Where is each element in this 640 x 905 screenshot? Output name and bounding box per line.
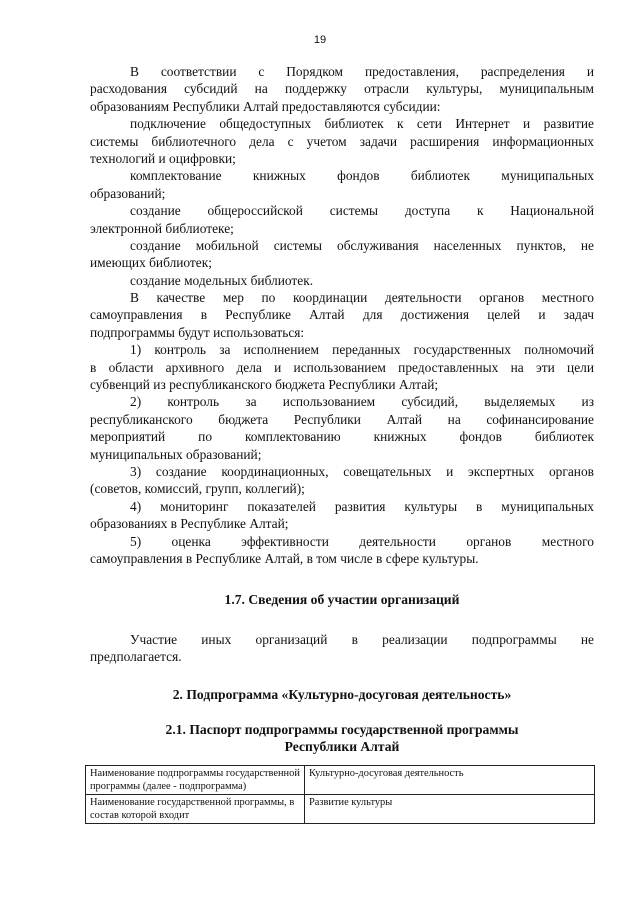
body-text-line: электронной библиотеке; xyxy=(90,220,234,236)
body-text-line: республиканского бюджета Республики Алтай на софинансирование xyxy=(90,411,594,427)
table-row xyxy=(86,766,595,795)
body-text-line: мероприятий по комплектованию книжных фондов библиотек xyxy=(90,429,594,445)
body-text-line: образованиям Республики Алтай предоставляются субсидии: xyxy=(90,98,441,114)
body-text-line: расходования субсидий на поддержку отрасли культуры, муниципальным xyxy=(90,81,594,97)
body-text-line: системы библиотечного дела с учетом задачи расширения информационных xyxy=(90,133,594,149)
body-text-line: имеющих библиотек; xyxy=(90,255,212,271)
body-text-line: самоуправления в Республике Алтай, в том числе в сфере культуры. xyxy=(90,550,479,566)
body-text-line: В соответствии с Порядком предоставления, распределения и xyxy=(130,64,594,79)
body-text-line: самоуправления в Республике Алтай для достижения целей и задач xyxy=(90,307,594,323)
subprogram-passport-table xyxy=(85,765,595,824)
body-text-line: подпрограммы будут использоваться: xyxy=(90,324,305,340)
body-text-line: создание общероссийской системы доступа к Национальной xyxy=(130,203,594,219)
body-text-line: комплектование книжных фондов библиотек муниципальных xyxy=(130,168,594,184)
section-1-7-text-line-1: Участие иных организаций в реализации подпрограммы не xyxy=(130,631,594,647)
table-cell-label: Наименование подпрограммы государственной программы (далее - подпрограмма) xyxy=(86,766,305,795)
section-heading-1-7: 1.7. Сведения об участии организаций xyxy=(224,592,460,608)
table-row xyxy=(86,795,595,824)
body-text-line: создание модельных библиотек. xyxy=(130,272,314,288)
body-text-line: подключение общедоступных библиотек к сети Интернет и развитие xyxy=(130,116,594,132)
section-1-7-text-line-2: предполагается. xyxy=(90,649,182,665)
section-heading-2: 2. Подпрограмма «Культурно-досуговая деятельность» xyxy=(172,686,512,702)
section-heading-2-1-line-1: 2.1. Паспорт подпрограммы государственной программы xyxy=(165,721,519,737)
body-text-line: в области архивного дела и использованием предоставленных на эти цели xyxy=(90,359,594,375)
table-cell-value: Развитие культуры xyxy=(305,795,595,824)
body-text-line: 4) мониторинг показателей развития культуры в муниципальных xyxy=(130,498,594,514)
table-cell-label: Наименование государственной программы, в состав которой входит xyxy=(86,795,305,824)
body-text-line: муниципальных образований; xyxy=(90,446,262,462)
body-text-line: В качестве мер по координации деятельности органов местного xyxy=(130,290,594,306)
section-heading-2-1-line-2: Республики Алтай xyxy=(284,739,400,755)
body-text-line: образованиях в Республике Алтай; xyxy=(90,516,289,532)
body-text-line: (советов, комиссий, групп, коллегий); xyxy=(90,481,305,497)
body-text-line: 1) контроль за исполнением переданных государственных полномочий xyxy=(130,342,594,358)
page-number: 19 xyxy=(313,34,327,46)
body-paragraphs xyxy=(90,63,594,567)
body-text-line: 5) оценка эффективности деятельности органов местного xyxy=(130,533,594,549)
body-text-line: технологий и оцифровки; xyxy=(90,150,236,166)
body-text-line: 3) создание координационных, совещательных и экспертных органов xyxy=(130,463,594,479)
body-text-line: образований; xyxy=(90,185,166,201)
table-cell-value: Культурно-досуговая деятельность xyxy=(305,766,595,795)
body-text-line: субвенций из республиканского бюджета Республики Алтай; xyxy=(90,377,439,393)
document-body xyxy=(90,63,594,756)
body-text-line: создание мобильной системы обслуживания населенных пунктов, не xyxy=(130,237,594,253)
body-text-line: 2) контроль за использованием субсидий, выделяемых из xyxy=(130,394,594,410)
